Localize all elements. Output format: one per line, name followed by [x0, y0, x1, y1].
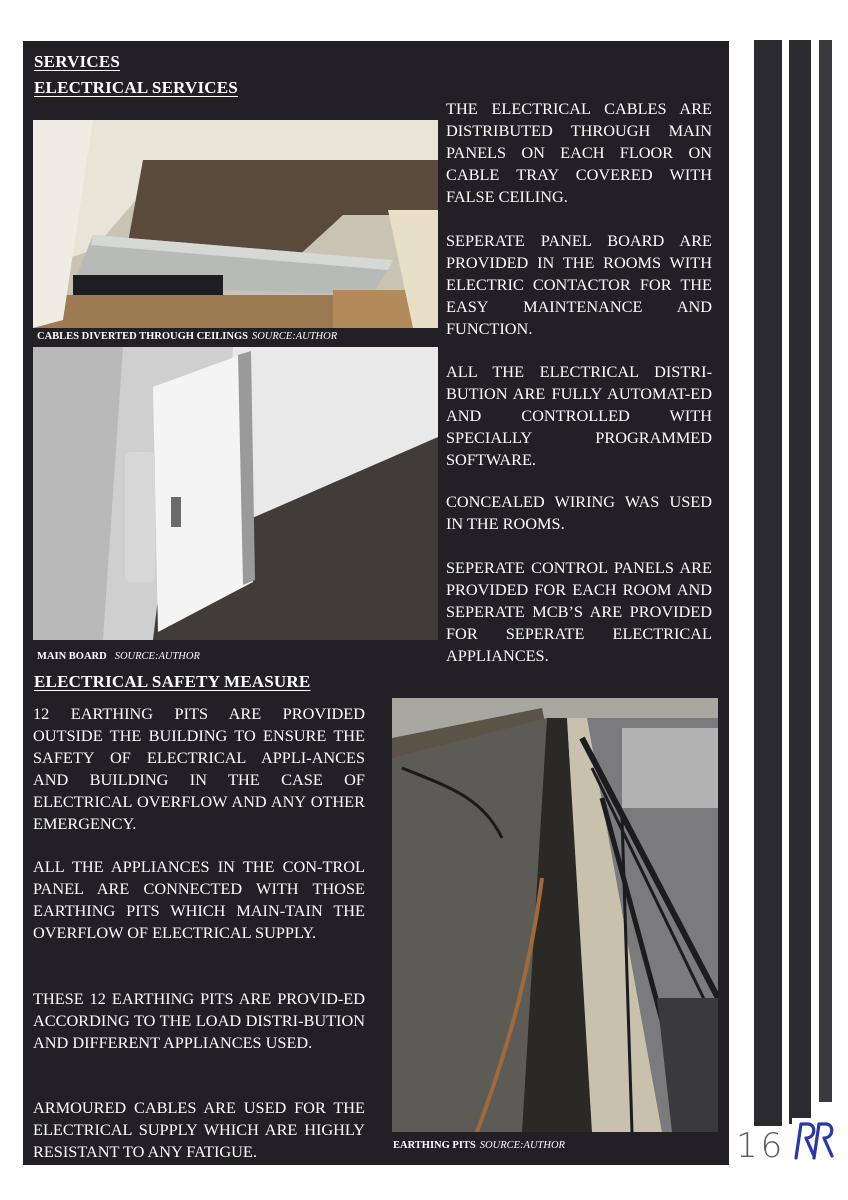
safety-paragraph-4: ARMOURED CABLES ARE USED FOR THE ELECTRICAL SUPPLY WHICH ARE HIGHLY RESISTANT TO ANY FATIGUE. — [33, 1098, 365, 1161]
rr-logo-icon — [792, 1118, 838, 1162]
services-paragraph-3: ALL THE ELECTRICAL DISTRI-BUTION ARE FULLY AUTOMAT-ED AND CONTROLLED WITH SPECIALLY PROGRAMMED SOFTWARE. — [446, 362, 712, 469]
electrical-services-heading: ELECTRICAL SERVICES — [34, 78, 238, 97]
safety-paragraph-1: 12 EARTHING PITS ARE PROVIDED OUTSIDE THE BUILDING TO ENSURE THE SAFETY OF ELECTRICAL APPLI-ANCES AND BUILDING IN THE CASE OF ELECTRICAL OVERFLOW AND ANY OTHER EMERGENCY. — [33, 704, 365, 833]
services-paragraph-2: SEPERATE PANEL BOARD ARE PROVIDED IN THE ROOMS WITH ELECTRIC CONTACTOR FOR THE EASY MAINTENANCE AND FUNCTION. — [446, 231, 712, 338]
safety-heading: ELECTRICAL SAFETY MEASURE — [34, 672, 311, 691]
safety-paragraph-2: ALL THE APPLIANCES IN THE CON-TROL PANEL ARE CONNECTED WITH THOSE EARTHING PITS WHICH MAIN-TAIN THE OVERFLOW OF ELECTRICAL SUPPLY. — [33, 857, 365, 942]
decorative-bar-3 — [819, 40, 832, 1102]
safety-paragraph-3: THESE 12 EARTHING PITS ARE PROVID-ED ACCORDING TO THE LOAD DISTRI-BUTION AND DIFFERENT APPLIANCES USED. — [33, 989, 365, 1052]
ceiling-cable-tray-photo — [33, 120, 438, 328]
earthing-pits-caption: EARTHING PITS SOURCE:AUTHOR — [393, 1140, 565, 1151]
decorative-bar-1 — [754, 40, 782, 1166]
ceiling-photo-caption: CABLES DIVERTED THROUGH CEILINGS SOURCE:AUTHOR — [37, 331, 338, 342]
main-board-caption: MAIN BOARD SOURCE:AUTHOR — [37, 651, 200, 662]
services-paragraph-1: THE ELECTRICAL CABLES ARE DISTRIBUTED THROUGH MAIN PANELS ON EACH FLOOR ON CABLE TRAY COVERED WITH FALSE CEILING. — [446, 99, 712, 206]
earthing-pits-photo — [392, 698, 718, 1132]
services-heading: SERVICES — [34, 52, 121, 71]
decorative-bar-2 — [789, 40, 811, 1124]
services-paragraph-5: SEPERATE CONTROL PANELS ARE PROVIDED FOR EACH ROOM AND SEPERATE MCB’S ARE PROVIDED FOR SEPERATE ELECTRICAL APPLIANCES. — [446, 558, 712, 665]
services-paragraph-4: CONCEALED WIRING WAS USED IN THE ROOMS. — [446, 492, 712, 533]
page-number: 16 — [736, 1126, 788, 1166]
main-board-photo — [33, 347, 438, 640]
